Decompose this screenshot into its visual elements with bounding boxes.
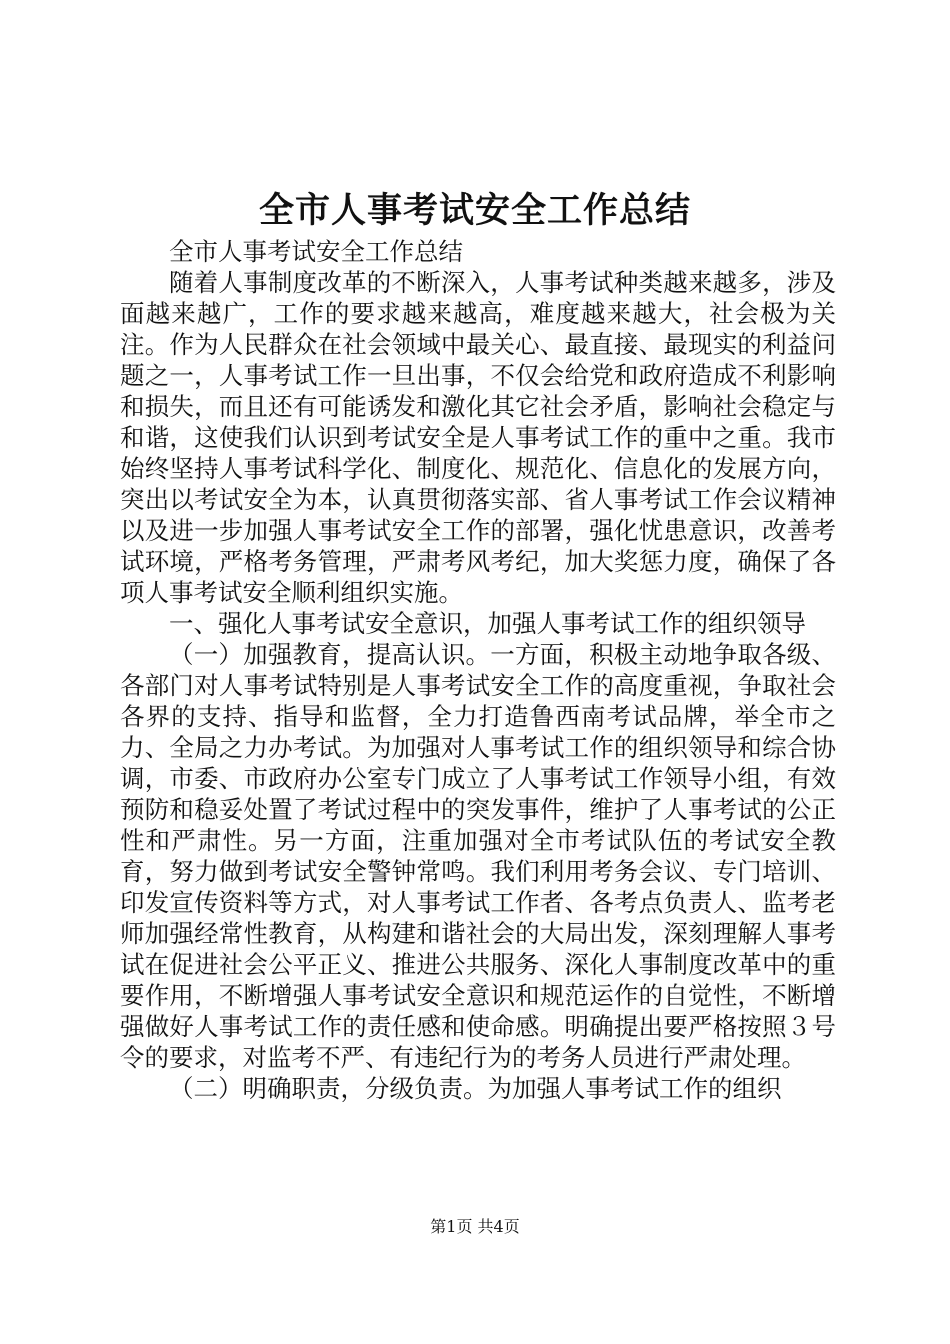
- section-heading-1: 一、强化人事考试安全意识，加强人事考试工作的组织领导: [169, 609, 806, 638]
- document-title: 全市人事考试安全工作总结: [258, 190, 691, 231]
- page-number-footer: 第1页 共4页: [430, 1217, 520, 1236]
- paragraph-section-1-2: （二）明确职责，分级负责。为加强人事考试工作的组织: [169, 1074, 782, 1103]
- paragraph-section-1-1: （一）加强教育，提高认识。一方面，积极主动地争取各级、各部门对人事考试特别是人事考试安全工作的高度重视，争取社会各界的支持、指导和监督，全力打造鲁西南考试品牌，举全市之力、全局之力办考试。为加强对人事考试工作的组织领导和综合协调，市委、市政府办公室专门成立了人事考试工作领导小组，有效预防和稳妥处置了考试过程中的突发事件，维护了人事考试的公正性和严肃性。另一方面，注重加强对全市考试队伍的考试安全教育，努力做到考试安全警钟常鸣。我们利用考务会议、专门培训、印发宣传资料等方式，对人事考试工作者、各考点负责人、监考老师加强经常性教育，从构建和谐社会的大局出发，深刻理解人事考试在促进社会公平正义、推进公共服务、深化人事制度改革中的重要作用，不断增强人事考试安全意识和规范运作的自觉性，不断增强做好人事考试工作的责任感和使命感。明确提出要严格按照３号令的要求，对监考不严、有违纪行为的考务人员进行严肃处理。: [120, 640, 836, 1072]
- paragraph-intro: 随着人事制度改革的不断深入，人事考试种类越来越多，涉及面越来越广，工作的要求越来越高，难度越来越大，社会极为关注。作为人民群众在社会领域中最关心、最直接、最现实的利益问题之一，人事考试工作一旦出事，不仅会给党和政府造成不利影响和损失，而且还有可能诱发和激化其它社会矛盾，影响社会稳定与和谐，这使我们认识到考试安全是人事考试工作的重中之重。我市始终坚持人事考试科学化、制度化、规范化、信息化的发展方向，突出以考试安全为本，认真贯彻落实部、省人事考试工作会议精神以及进一步加强人事考试安全工作的部署，强化忧患意识，改善考试环境，严格考务管理，严肃考风考纪，加大奖惩力度，确保了各项人事考试安全顺利组织实施。: [120, 268, 836, 607]
- document-body: [120, 236, 836, 1104]
- paragraph-subtitle: 全市人事考试安全工作总结: [169, 237, 463, 266]
